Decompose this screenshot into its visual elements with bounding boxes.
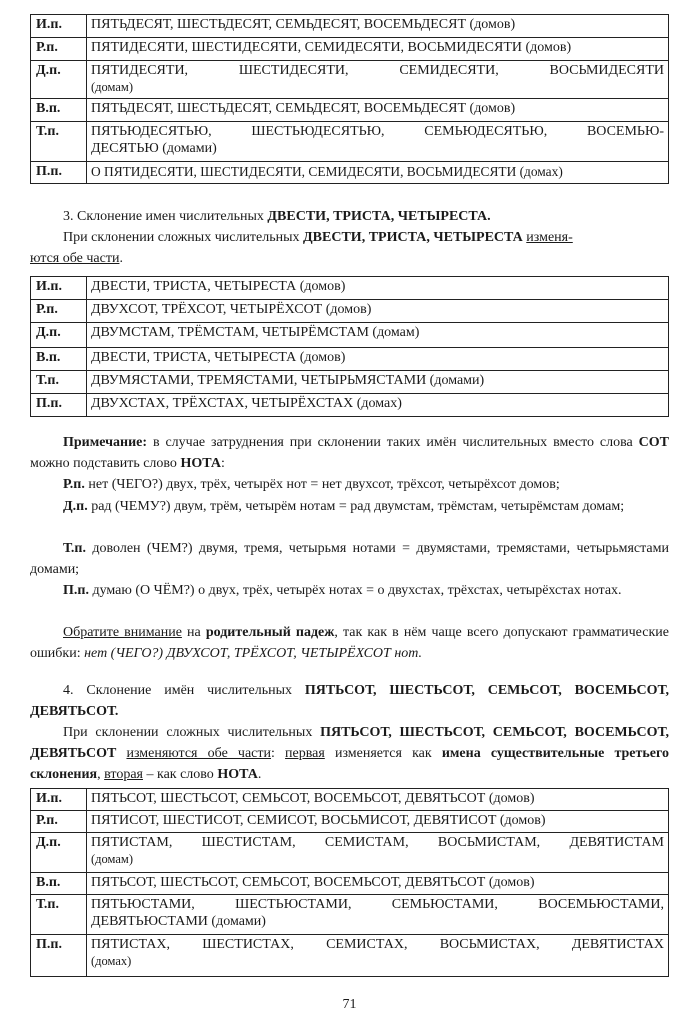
case-forms-line: ДЕВЯТЬЮСТАМИ (домами) [91,914,266,929]
note-example-rp [30,474,669,495]
case-forms: ПЯТИДЕСЯТИ, ШЕСТИДЕСЯТИ, СЕМИДЕСЯТИ, ВОСЬМИДЕСЯТИ (домов) [87,38,669,61]
case-forms-line: (домах) [91,954,132,968]
intro-text: . [119,251,123,266]
case-label: П.п. [63,583,89,598]
section-3-heading [30,206,669,227]
note-text: можно подставить слово [30,456,181,471]
note-example-pp [30,580,669,601]
intro-underlined: первая [285,746,325,761]
table-row [31,811,669,833]
declension-table-50-80 [30,14,669,184]
case-label: Р.п. [31,811,87,833]
case-label: П.п. [31,394,87,417]
intro-text: : [271,746,286,761]
example-text: рад (ЧЕМУ?) двум, трём, четырём нотам = рад двумстам, трёмстам, четырёмстам домам; [87,499,625,514]
case-forms [87,122,669,162]
table-row [31,122,669,162]
table-row [31,300,669,323]
case-label: Т.п. [31,122,87,162]
attention-example: нет (ЧЕГО?) ДВУХСОТ, ТРЁХСОТ, ЧЕТЫРЁХСОТ нот. [84,646,423,661]
case-label: В.п. [31,99,87,122]
case-forms: ПЯТЬДЕСЯТ, ШЕСТЬДЕСЯТ, СЕМЬДЕСЯТ, ВОСЕМЬДЕСЯТ (домов) [87,99,669,122]
case-label: И.п. [31,277,87,300]
case-forms: ДВЕСТИ, ТРИСТА, ЧЕТЫРЕСТА (домов) [87,277,669,300]
note-example-tp [30,538,669,580]
table-row [31,371,669,394]
case-forms [87,935,669,977]
note-example-dp [30,496,669,517]
table-row [31,394,669,417]
declension-table-200-400 [30,276,669,417]
case-label: П.п. [31,935,87,977]
case-forms [87,61,669,99]
case-forms: ПЯТИСОТ, ШЕСТИСОТ, СЕМИСОТ, ВОСЬМИСОТ, ДЕВЯТИСОТ (домов) [87,811,669,833]
table-row [31,348,669,371]
intro-space [116,746,126,761]
case-forms-line: ПЯТЬЮСТАМИ, ШЕСТЬЮСТАМИ, СЕМЬЮСТАМИ, ВОСЕМЬЮСТАМИ, [91,897,664,912]
page-number: 71 [342,997,357,1012]
case-forms: ДВЕСТИ, ТРИСТА, ЧЕТЫРЕСТА (домов) [87,348,669,371]
attention-text: на [181,625,206,640]
table-row [31,99,669,122]
case-label: Д.п. [63,499,88,514]
case-label: В.п. [31,873,87,895]
case-label: Р.п. [63,477,85,492]
case-label: Т.п. [63,541,87,556]
intro-underlined: вторая [104,767,143,782]
intro-text: . [257,767,262,782]
case-label: П.п. [31,162,87,184]
intro-text: – как слово [142,767,218,782]
table-row [31,895,669,935]
intro-underlined: ются обе части [30,251,120,266]
note-label: Примечание: [63,435,148,450]
case-label: И.п. [31,789,87,811]
case-forms: ДВУМСТАМ, ТРЁМСТАМ, ЧЕТЫРЁМСТАМ (домам) [87,323,669,348]
note-text: в случае затруднения при склонении таких имён числительных вместо слова [147,435,639,450]
case-label: В.п. [31,348,87,371]
case-forms-line: ПЯТИДЕСЯТИ, ШЕСТИДЕСЯТИ, СЕМИДЕСЯТИ, ВОСЬМИДЕСЯТИ [91,63,664,78]
table-row [31,38,669,61]
case-forms: ПЯТЬДЕСЯТ, ШЕСТЬДЕСЯТ, СЕМЬДЕСЯТ, ВОСЕМЬДЕСЯТ (домов) [87,15,669,38]
case-label: Р.п. [31,300,87,323]
case-label: Т.п. [31,895,87,935]
case-forms-line: ДЕСЯТЬЮ (домами) [91,141,217,156]
case-label: Р.п. [31,38,87,61]
intro-text: , [97,767,105,782]
table-row [31,162,669,184]
case-label: Д.п. [31,833,87,873]
intro-underlined: изменяются обе части [126,746,271,761]
case-forms-line: ПЯТИСТАМ, ШЕСТИСТАМ, СЕМИСТАМ, ВОСЬМИСТАМ, ДЕВЯТИСТАМ [91,835,664,850]
intro-bold: имена существительные третьего склонения [30,746,670,782]
case-label: И.п. [31,15,87,38]
example-text: нет (ЧЕГО?) двух, трёх, четырёх нот = нет двухсот, трёхсот, четырёхсот домов; [84,477,560,492]
note-word: СОТ [638,435,669,450]
table-row [31,789,669,811]
case-forms: ДВУМЯСТАМИ, ТРЕМЯСТАМИ, ЧЕТЫРЬМЯСТАМИ (домами) [87,371,669,394]
case-label: Д.п. [31,323,87,348]
note-paragraph [30,432,669,474]
table-row [31,323,669,348]
heading-numerals: ПЯТЬСОТ, ШЕСТЬСОТ, СЕМЬСОТ, ВОСЕМЬСОТ, ДЕВЯТЬСОТ. [30,683,669,719]
case-forms: О ПЯТИДЕСЯТИ, ШЕСТИДЕСЯТИ, СЕМИДЕСЯТИ, ВОСЬМИДЕСЯТИ (домах) [87,162,669,184]
case-label: Д.п. [31,61,87,99]
table-row [31,935,669,977]
declension-table-500-900 [30,788,669,977]
attention-bold: родительный падеж [205,625,335,640]
heading-text: 4. Склонение имён числительных [63,683,305,698]
attention-paragraph [30,622,669,664]
table-row [31,873,669,895]
table-row [31,277,669,300]
case-label: Т.п. [31,371,87,394]
heading-numerals: ДВЕСТИ, ТРИСТА, ЧЕТЫРЕСТА. [267,209,491,224]
heading-text: 3. Склонение имен числительных [63,209,268,224]
intro-bold: НОТА [217,767,258,782]
example-text: доволен (ЧЕМ?) двумя, тремя, четырьмя нотами = двумястами, тремястами, четырьмястами домами; [30,541,669,577]
intro-numerals: ПЯТЬСОТ, ШЕСТЬСОТ, СЕМЬСОТ, ВОСЕМЬСОТ, ДЕВЯТЬСОТ [30,725,669,761]
intro-text: изменяется как [324,746,442,761]
intro-numerals: ДВЕСТИ, ТРИСТА, ЧЕТЫРЕСТА [303,230,523,245]
section-4-heading [30,680,669,722]
case-forms: ПЯТЬСОТ, ШЕСТЬСОТ, СЕМЬСОТ, ВОСЕМЬСОТ, ДЕВЯТЬСОТ (домов) [87,789,669,811]
case-forms-line: ПЯТЬЮДЕСЯТЬЮ, ШЕСТЬЮДЕСЯТЬЮ, СЕМЬЮДЕСЯТЬЮ, ВОСЕМЬЮ- [91,124,664,139]
table-row [31,61,669,99]
attention-text: , так как в нём чаще всего допускают грамматические ошибки: [30,625,669,661]
section-4-intro [30,722,669,785]
note-text: : [220,456,225,471]
attention-label: Обратите внимание [63,625,182,640]
case-forms-line: (домам) [91,80,133,94]
intro-text: При склонении сложных числительных [63,725,321,740]
case-forms: ДВУХСОТ, ТРЁХСОТ, ЧЕТЫРЁХСОТ (домов) [87,300,669,323]
case-forms-line: (домам) [91,852,133,866]
intro-text: При склонении сложных числительных [63,230,304,245]
section-3-intro [30,227,669,269]
case-forms: ДВУХСТАХ, ТРЁХСТАХ, ЧЕТЫРЁХСТАХ (домах) [87,394,669,417]
case-forms: ПЯТЬСОТ, ШЕСТЬСОТ, СЕМЬСОТ, ВОСЕМЬСОТ, ДЕВЯТЬСОТ (домов) [87,873,669,895]
example-text: думаю (О ЧЁМ?) о двух, трёх, четырёх нотах = о двухстах, трёхстах, четырёхстах нотах. [88,583,622,598]
case-forms [87,833,669,873]
case-forms-line: ПЯТИСТАХ, ШЕСТИСТАХ, СЕМИСТАХ, ВОСЬМИСТАХ, ДЕВЯТИСТАХ [91,937,664,952]
note-word: НОТА [180,456,221,471]
table-row [31,15,669,38]
case-forms [87,895,669,935]
table-row [31,833,669,873]
intro-underlined: изменя- [526,230,573,245]
